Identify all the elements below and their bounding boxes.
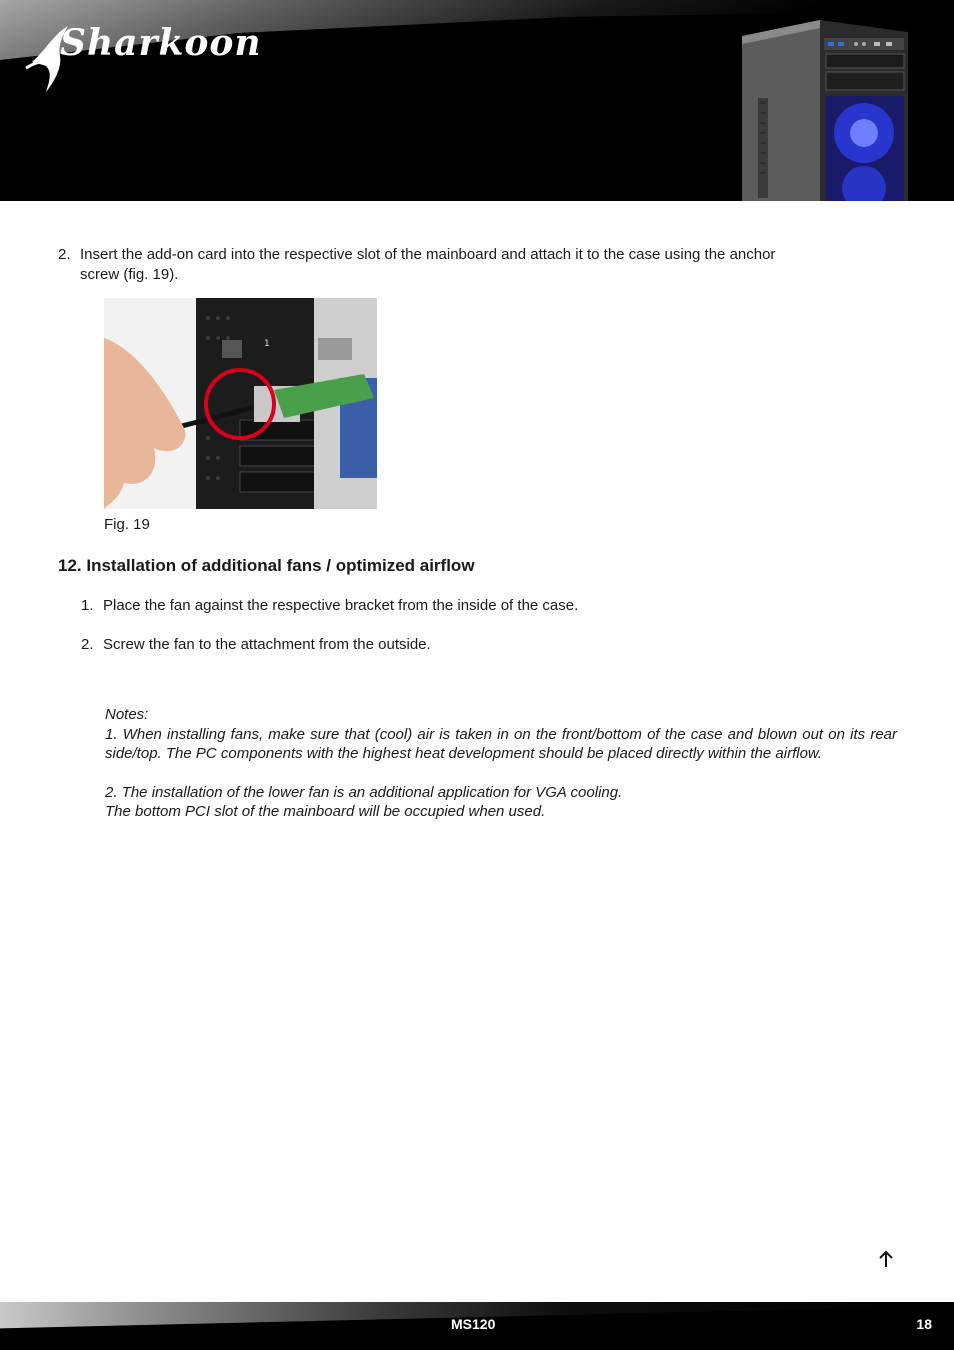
list-item-text-line-2: screw (fig. 19). <box>80 266 179 283</box>
notes-paragraph-1: 1. When installing fans, make sure that (cool) air is taken in on the front/bottom of the case and blown out on its rear side/top. The PC components with the highest heat development should be placed directly within the airflow. <box>105 725 897 762</box>
figure-caption: Fig. 19 <box>104 516 150 533</box>
list-item <box>81 635 841 655</box>
notes-block <box>105 705 897 822</box>
list-item-text-line-1: Insert the add-on card into the respective slot of the mainboard and attach it to the case using the anchor <box>80 246 776 263</box>
section-heading: 12. Installation of additional fans / optimized airflow <box>58 556 475 575</box>
notes-paragraph-2-line-1: 2. The installation of the lower fan is an additional application for VGA cooling. <box>105 783 623 801</box>
page-footer <box>0 1302 954 1350</box>
slot-number-label: 1 <box>264 339 270 349</box>
pc-case-image <box>742 18 908 201</box>
list-item-number: 2. <box>58 246 71 263</box>
list-item-number: 1. <box>81 597 94 614</box>
brand-wordmark: Sharkoon <box>60 22 262 64</box>
notes-heading: Notes: <box>105 706 149 723</box>
page-header <box>0 0 954 201</box>
footer-model-name: MS120 <box>451 1316 496 1332</box>
page-number: 18 <box>916 1316 932 1332</box>
list-item <box>81 596 841 616</box>
list-item-number: 2. <box>81 636 94 653</box>
list-item-text: Screw the fan to the attachment from the outside. <box>103 636 431 653</box>
list-item <box>58 245 898 285</box>
arrow-up-icon[interactable] <box>877 1249 895 1269</box>
list-item-text: Place the fan against the respective bracket from the inside of the case. <box>103 597 579 614</box>
figure-19-image <box>104 298 377 509</box>
notes-paragraph-2-line-2: The bottom PCI slot of the mainboard will be occupied when used. <box>105 803 546 820</box>
